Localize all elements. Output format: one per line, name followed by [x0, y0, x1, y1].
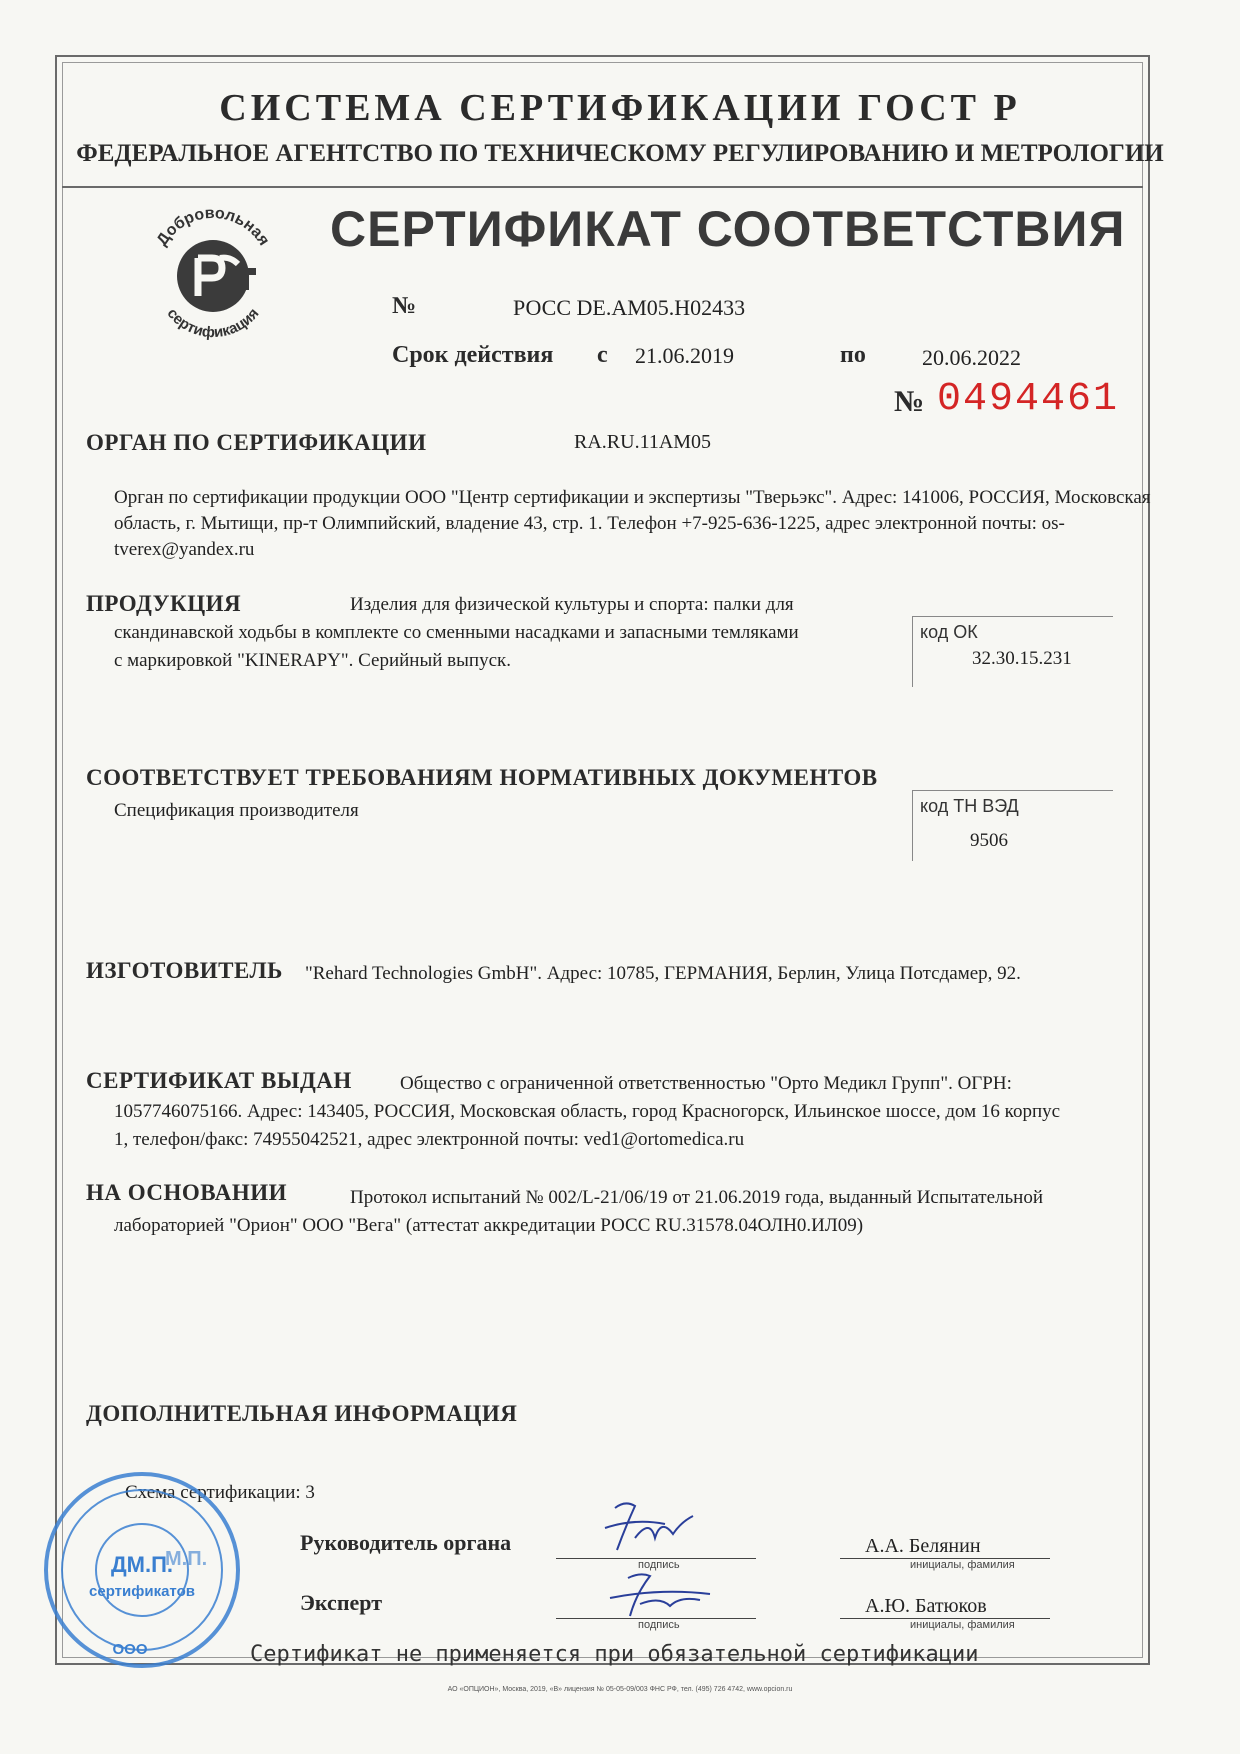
product-line-2: скандинавской ходьбы в комплекте со сменными насадками и запасными темляками — [114, 622, 799, 643]
rst-logo-icon — [138, 198, 288, 348]
issued-to-line-2: 1057746075166. Адрес: 143405, РОССИЯ, Московская область, город Красногорск, Ильинское шоссе, дом 16 корпус — [114, 1101, 1061, 1122]
okp-code-value: 32.30.15.231 — [972, 648, 1072, 669]
blank-serial-number: 0494461 — [937, 377, 1120, 422]
basis-line-1: Протокол испытаний № 002/L-21/06/19 от 21.06.2019 года, выданный Испытательной — [350, 1187, 1043, 1208]
head-signature-caption: подпись — [638, 1559, 680, 1571]
stamp-center-text: ДМ.П. — [110, 1552, 174, 1577]
product-heading: ПРОДУКЦИЯ — [86, 591, 242, 616]
certification-body-code: RA.RU.11АМ05 — [574, 431, 712, 453]
validity-from: 21.06.2019 — [635, 343, 734, 368]
issued-to-line-1: Общество с ограниченной ответственностью "Орто Медикл Групп". ОГРН: — [400, 1073, 1012, 1094]
issued-to-heading: СЕРТИФИКАТ ВЫДАН — [86, 1068, 352, 1093]
certification-body-text: Орган по сертификации продукции ООО "Центр сертификации и экспертизы "Тверьэкс". Адрес: 141006, РОССИЯ, Московская область, г. Мытищи, пр-т Олимпийский, владение 43, стр. 1. Телефон +7-925-636-1225, адрес электронной почты: os-tverex@yandex.ru — [114, 487, 1151, 560]
logo-top-text: Добровольная — [153, 204, 273, 249]
validity-label: Срок действия — [392, 342, 554, 368]
printer-info: АО «ОПЦИОН», Москва, 2019, «В» лицензия № 05-05-09/003 ФНС РФ, тел. (495) 726 4742, www.opcion.ru — [447, 1686, 793, 1693]
compliance-heading: СООТВЕТСТВУЕТ ТРЕБОВАНИЯМ НОРМАТИВНЫХ ДОКУМЕНТОВ — [86, 765, 878, 790]
head-name: А.А. Белянин — [865, 1535, 981, 1557]
manufacturer-text: "Rehard Technologies GmbH". Адрес: 10785, ГЕРМАНИЯ, Берлин, Улица Потсдамер, 92. — [305, 963, 1021, 984]
okp-code-label: код ОК — [920, 622, 978, 642]
validity-to-label: по — [840, 342, 866, 368]
basis-heading: НА ОСНОВАНИИ — [86, 1180, 287, 1205]
head-signature-icon — [595, 1498, 705, 1560]
stamp-place-mark: М.П. — [165, 1548, 208, 1570]
certification-body-heading: ОРГАН ПО СЕРТИФИКАЦИИ — [86, 430, 427, 455]
basis-line-2: лабораторией "Орион" ООО "Вега" (аттестат аккредитации РОСС RU.31578.04ОЛН0.ИЛ09) — [114, 1215, 864, 1236]
certificate-number: РОСС DE.АМ05.Н02433 — [513, 295, 746, 320]
tnved-code-value: 9506 — [970, 830, 1008, 851]
certification-scheme: Схема сертификации: 3 — [125, 1482, 315, 1503]
tnved-code-label: код ТН ВЭД — [920, 796, 1019, 816]
additional-info-heading: ДОПОЛНИТЕЛЬНАЯ ИНФОРМАЦИЯ — [86, 1401, 518, 1426]
manufacturer-heading: ИЗГОТОВИТЕЛЬ — [86, 958, 283, 983]
issued-to-line-3: 1, телефон/факс: 74955042521, адрес электронной почты: ved1@ortomedica.ru — [114, 1129, 745, 1150]
head-name-caption: инициалы, фамилия — [910, 1559, 1015, 1571]
system-title: СИСТЕМА СЕРТИФИКАЦИИ ГОСТ Р — [219, 87, 1021, 129]
validity-from-label: с — [597, 342, 608, 368]
logo-bottom-text: сертификация — [163, 305, 263, 342]
product-line-3: с маркировкой "KINERAPY". Серийный выпуск. — [114, 650, 511, 671]
expert-signature-caption: подпись — [638, 1619, 680, 1631]
expert-name-caption: инициалы, фамилия — [910, 1619, 1015, 1631]
expert-name: А.Ю. Батюков — [865, 1595, 987, 1617]
number-label: № — [392, 293, 417, 319]
compliance-text: Спецификация производителя — [114, 800, 359, 821]
product-line-1: Изделия для физической культуры и спорта: палки для — [350, 594, 794, 615]
blank-number-label: № — [894, 385, 925, 418]
agency-title: ФЕДЕРАЛЬНОЕ АГЕНТСТВО ПО ТЕХНИЧЕСКОМУ РЕГУЛИРОВАНИЮ И МЕТРОЛОГИИ — [76, 140, 1164, 167]
expert-label: Эксперт — [300, 1590, 383, 1615]
head-of-body-label: Руководитель органа — [300, 1530, 512, 1555]
certificate-title: СЕРТИФИКАТ СООТВЕТСТВИЯ — [330, 201, 1126, 257]
expert-signature-icon — [600, 1570, 720, 1622]
header-divider — [62, 186, 1143, 188]
stamp-number-text: ООО — [112, 1641, 148, 1658]
official-stamp-icon — [40, 1468, 245, 1673]
footer-note: Сертификат не применяется при обязательной сертификации — [250, 1642, 979, 1667]
stamp-inner-text: сертификатов — [89, 1583, 195, 1600]
validity-to: 20.06.2022 — [922, 345, 1021, 370]
